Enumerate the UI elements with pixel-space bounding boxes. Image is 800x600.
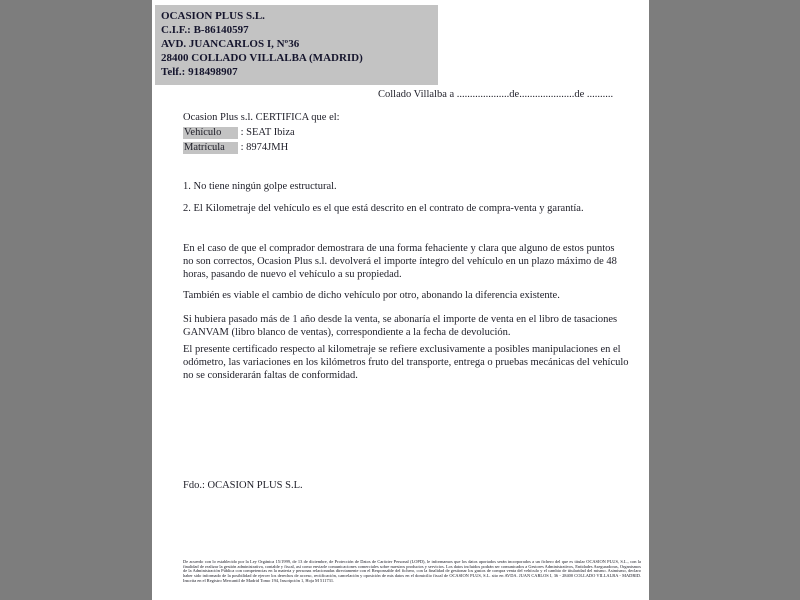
- letterhead-phone: Telf.: 918498907: [161, 66, 238, 78]
- vehicle-row: [183, 127, 295, 139]
- numbered-point-1: 1. No tiene ningún golpe estructural.: [183, 181, 337, 192]
- plate-label: Matrícula: [183, 142, 238, 154]
- plate-value: : 8974JMH: [240, 142, 289, 153]
- vehicle-value: : SEAT Ibiza: [240, 127, 295, 138]
- letterhead: [155, 5, 438, 85]
- body-paragraph-refund: En el caso de que el comprador demostrara de una forma fehaciente y clara que alguno de estos puntos no son correctos, Ocasion Plus s.l. devolverá el importe íntegro del vehículo en un plazo máximo de 48 horas, pasando de nuevo el vehículo a su propiedad.: [183, 243, 617, 280]
- vehicle-label: Vehículo: [183, 127, 238, 139]
- certify-intro: Ocasion Plus s.l. CERTIFICA que el:: [183, 112, 340, 123]
- document-page: [152, 0, 649, 600]
- legal-footer: De acuerdo con lo establecido por la Ley Orgánica 15/1999, de 13 de diciembre, de Protección de Datos de Carácter Personal (LOPD), le informamos que los datos aportados serán incorporados a un fichero del que es titular OCASION PLUS, S.L., con la finalidad de realizar la gestión administrativa, contable y fiscal, así como enviarle comunicaciones comerciales sobre nuestros productos y servicios. Los datos incluidos podrán ser comunicados a Gestores Administrativos, Entidades Aseguradoras, Organismos de la Administración Pública con competencias en la materia y personas relacionadas directamente con el Responsable del fichero, con la finalidad de gestionar los gastos de compra venta del vehículo y el cambio de titularidad del mismo. Asimismo, declaro haber sido informado de la posibilidad de ejercer los derechos de acceso, rectificación, cancelación y oposición de mis datos en el domicilio fiscal de OCASION PLUS, S.L. sito en AVDA. JUAN CARLOS I, 36 - 28400 COLLADO VILLALBA - MADRID. Inscrita en el Registro Mercantil de Madrid Tomo 194, Inscripción 1, Hoja M 511731.: [183, 559, 641, 583]
- letterhead-city: 28400 COLLADO VILLALBA (MADRID): [161, 52, 363, 64]
- letterhead-cif: C.I.F.: B-86140597: [161, 24, 249, 36]
- signature-line: Fdo.: OCASION PLUS S.L.: [183, 480, 303, 491]
- plate-row: [183, 142, 288, 154]
- body-paragraph-exchange: También es viable el cambio de dicho vehículo por otro, abonando la diferencia existente.: [183, 290, 560, 301]
- numbered-point-2: 2. El Kilometraje del vehículo es el que está descrito en el contrato de compra-venta y garantía.: [183, 203, 584, 214]
- letterhead-company: OCASION PLUS S.L.: [161, 10, 265, 22]
- letterhead-address: AVD. JUANCARLOS I, Nº36: [161, 38, 300, 50]
- body-paragraph-odometer: El presente certificado respecto al kilometraje se refiere exclusivamente a posibles manipulaciones en el odómetro, las variaciones en los kilómetros fruto del transporte, entrega o pruebas mecánicas del vehículo no se considerarán faltas de conformidad.: [183, 344, 629, 381]
- body-paragraph-ganvam: Si hubiera pasado más de 1 año desde la venta, se abonaría el importe de venta en el libro de tasaciones GANVAM (libro blanco de ventas), correspondiente a la fecha de devolución.: [183, 314, 618, 338]
- dateline: Collado Villalba a ....................de.....................de ..........: [378, 89, 614, 100]
